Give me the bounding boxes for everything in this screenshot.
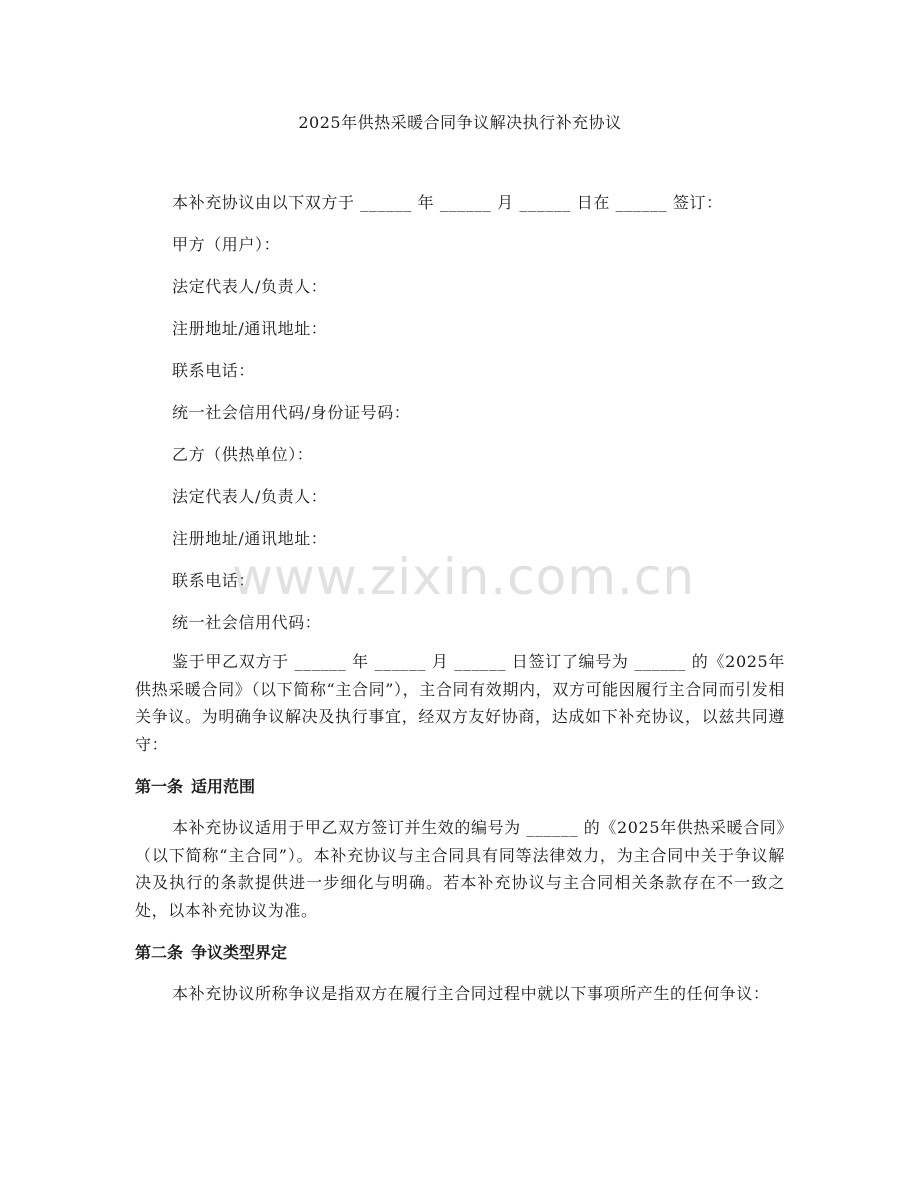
article-2-body: 本补充协议所称争议是指双方在履行主合同过程中就以下事项所产生的任何争议：: [172, 984, 770, 1003]
article-1-heading: [135, 774, 255, 797]
preamble-paragraph: 鉴于甲乙双方于 ______ 年 ______ 月 ______ 日签订了编号为 ______ 的《2025年供热采暖合同》（以下简称“主合同”），主合同有效期内，双方可能因履行主合同而引发相关争议。为明确争议解决及执行事宜，经双方友好协商，达成如下补充协议，以兹共同遵守：: [135, 652, 785, 754]
article-1-number: 第一条: [135, 777, 184, 796]
article-2-number: 第二条: [135, 943, 184, 962]
party-a-phone: 联系电话：: [172, 361, 256, 380]
party-b-label: 乙方（供热单位）：: [172, 445, 314, 464]
article-1-body: 本补充协议适用于甲乙双方签订并生效的编号为 ______ 的《2025年供热采暖合同》（以下简称“主合同”）。本补充协议与主合同具有同等法律效力，为主合同中关于争议解决及执行的条款提供进一步细化与明确。若本补充协议与主合同相关条款存在不一致之处，以本补充协议为准。: [135, 818, 785, 920]
party-b-representative: 法定代表人/负责人：: [172, 487, 328, 506]
party-a-representative: 法定代表人/负责人：: [172, 277, 328, 296]
document-title: 2025年供热采暖合同争议解决执行补充协议: [298, 113, 622, 132]
article-1-title: 适用范围: [191, 777, 256, 796]
party-b-address: 注册地址/通讯地址：: [172, 529, 328, 548]
article-2-heading: [135, 940, 287, 963]
intro-line: 本补充协议由以下双方于 ______ 年 ______ 月 ______ 日在 ______ 签订：: [172, 193, 723, 212]
party-a-label: 甲方（用户）：: [172, 235, 281, 254]
watermark: www.zixin.com.cn: [232, 548, 696, 606]
party-b-credit-code: 统一社会信用代码：: [172, 613, 322, 632]
party-b-phone: 联系电话：: [172, 571, 256, 590]
article-2-title: 争议类型界定: [191, 943, 288, 962]
party-a-address: 注册地址/通讯地址：: [172, 319, 328, 338]
party-a-credit-code: 统一社会信用代码/身份证号码：: [172, 403, 411, 422]
